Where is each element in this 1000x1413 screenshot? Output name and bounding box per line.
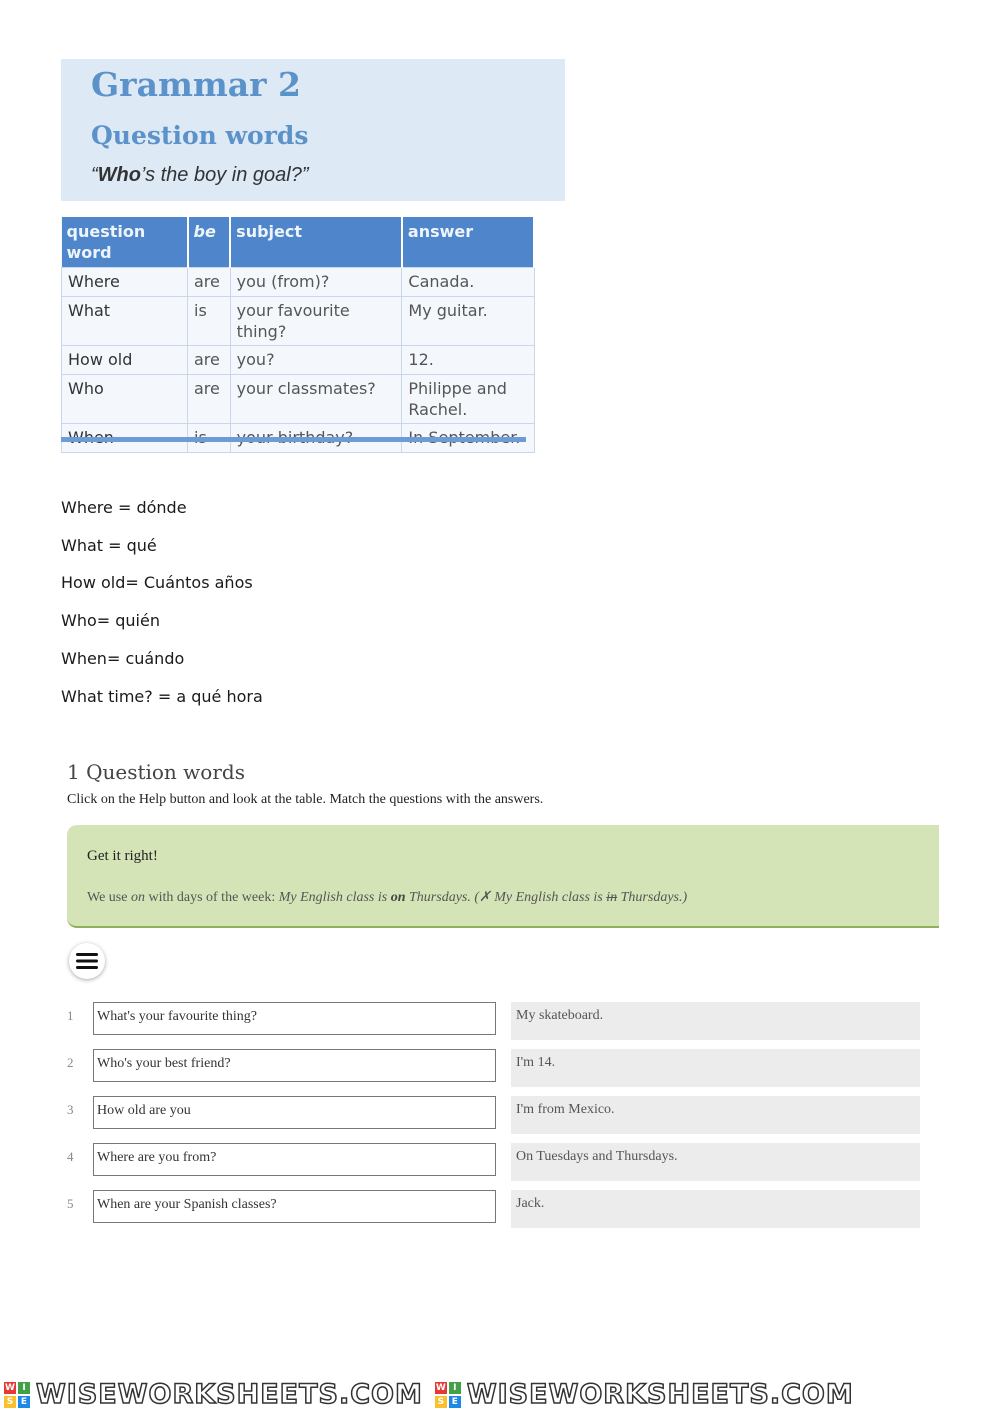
header-be: be: [188, 217, 231, 268]
table-cell: How old: [62, 346, 188, 375]
answer-box[interactable]: My skateboard.: [511, 1002, 920, 1040]
tip-text: We use on with days of the week: My English class is on Thursdays. (✗ My English class is in Thursdays.): [87, 890, 688, 905]
vocab-line: How old= Cuántos años: [61, 573, 253, 592]
table-cell: Where: [62, 268, 188, 297]
tip-box: [67, 825, 939, 928]
question-box[interactable]: What's your favourite thing?: [93, 1002, 496, 1035]
table-cell: your favourite thing?: [230, 297, 402, 346]
vocab-line: Where = dónde: [61, 498, 187, 517]
exercise-instruction: Click on the Help button and look at the table. Match the questions with the answers.: [67, 792, 544, 807]
table-cell: are: [188, 346, 231, 375]
watermark-logo: W I S E: [4, 1382, 30, 1408]
header-question-word: question word: [62, 217, 188, 268]
answer-box[interactable]: I'm 14.: [511, 1049, 920, 1087]
answer-box[interactable]: On Tuesdays and Thursdays.: [511, 1143, 920, 1181]
table-cell: are: [188, 268, 231, 297]
grammar-subtitle: Question words: [91, 121, 309, 150]
watermark-text: WISEWORKSHEETS.COM: [36, 1379, 423, 1410]
row-number: 4: [67, 1149, 74, 1164]
table-cell: Philippe and Rachel.: [402, 375, 534, 424]
answer-box[interactable]: I'm from Mexico.: [511, 1096, 920, 1134]
hamburger-menu-icon: [76, 952, 98, 970]
question-box[interactable]: When are your Spanish classes?: [93, 1190, 496, 1223]
tip-title: Get it right!: [87, 848, 158, 864]
table-cell: 12.: [402, 346, 534, 375]
row-number: 5: [67, 1196, 74, 1211]
grammar-header-panel: [61, 59, 565, 201]
grammar-example-bold: Who: [97, 164, 141, 186]
table-bottom-bar: [61, 437, 526, 442]
watermark-brand: [431, 1379, 854, 1410]
watermark-brand: [0, 1379, 423, 1410]
footer-watermark: [0, 1376, 1000, 1413]
vocab-line: What time? = a qué hora: [61, 687, 263, 706]
table-row: [62, 297, 535, 346]
header-answer: answer: [402, 217, 534, 268]
row-number: 3: [67, 1102, 74, 1117]
grammar-title: Grammar 2: [91, 65, 302, 104]
table-cell: Canada.: [402, 268, 534, 297]
watermark-logo: W I S E: [435, 1382, 461, 1408]
table-cell: My guitar.: [402, 297, 534, 346]
row-number: 1: [67, 1008, 74, 1023]
exercise-title: 1 Question words: [67, 760, 245, 784]
table-cell: are: [188, 375, 231, 424]
watermark-text: WISEWORKSHEETS.COM: [466, 1379, 854, 1410]
answer-box[interactable]: Jack.: [511, 1190, 920, 1228]
table-cell: you?: [230, 346, 402, 375]
question-box[interactable]: Who's your best friend?: [93, 1049, 496, 1082]
grammar-table-header: [62, 217, 535, 268]
header-subject: subject: [230, 217, 402, 268]
help-menu-button[interactable]: [69, 943, 105, 979]
grammar-example: “Who’s the boy in goal?”: [91, 164, 309, 186]
table-cell: is: [188, 297, 231, 346]
table-row: [62, 375, 535, 424]
table-cell: you (from)?: [230, 268, 402, 297]
question-box[interactable]: How old are you: [93, 1096, 496, 1129]
table-cell: Who: [62, 375, 188, 424]
table-row: [62, 346, 535, 375]
grammar-table: [61, 217, 535, 453]
vocab-line: When= cuándo: [61, 649, 185, 668]
question-box[interactable]: Where are you from?: [93, 1143, 496, 1176]
table-cell: your classmates?: [230, 375, 402, 424]
vocab-line: What = qué: [61, 536, 157, 555]
table-row: [62, 268, 535, 297]
table-cell: What: [62, 297, 188, 346]
vocab-line: Who= quién: [61, 611, 160, 630]
row-number: 2: [67, 1055, 74, 1070]
